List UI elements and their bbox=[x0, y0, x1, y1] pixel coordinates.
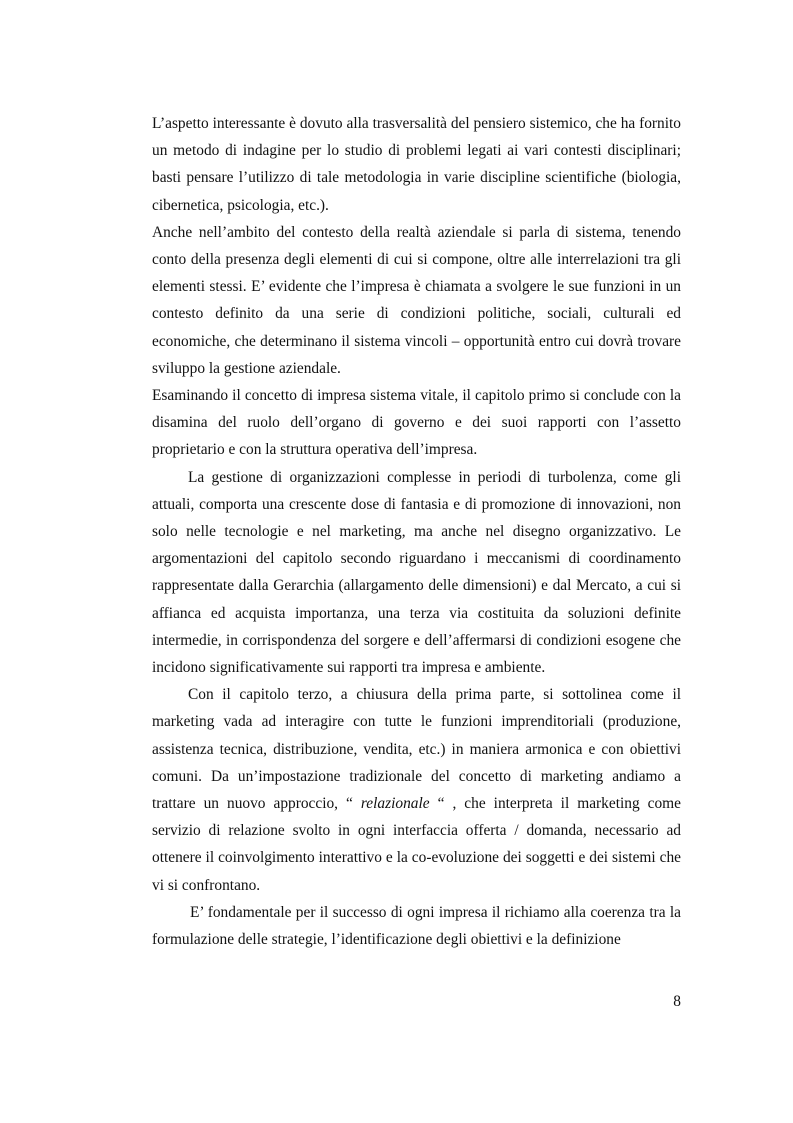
paragraph-impresa-sistema-vitale: Esaminando il concetto di impresa sistema vitale, il capitolo primo si conclude con la disamina del ruolo dell’organo di governo e dei suoi rapporti con l’assetto proprietario e con la struttura operativa dell’impresa. bbox=[152, 387, 681, 459]
paragraph-capitolo-terzo bbox=[152, 681, 681, 899]
paragraph-capitolo-terzo-after: “ , che interpreta il marketing come servizio di relazione svolto in ogni interfaccia offerta / domanda, necessario ad ottenere il coinvolgimento interattivo e la co-evoluzione dei soggetti e dei sistemi che vi si confrontano. bbox=[152, 795, 681, 894]
paragraph-realta-aziendale: Anche nell’ambito del contesto della realtà aziendale si parla di sistema, tenendo conto della presenza degli elementi di cui si compone, oltre alle interrelazioni tra gli elementi stessi. E’ evidente che l’impresa è chiamata a svolgere le sue funzioni in un contesto definito da una serie di condizioni politiche, sociali, culturali ed economiche, che determinano il sistema vincoli – opportunità entro cui dovrà trovare sviluppo la gestione aziendale. bbox=[152, 223, 681, 377]
page-number: 8 bbox=[673, 993, 681, 1010]
paragraph-coerenza: E’ fondamentale per il successo di ogni impresa il richiamo alla coerenza tra la formulazione delle strategie, l’identificazione degli obiettivi e la definizione bbox=[152, 903, 681, 949]
paragraph-trasversalita: L’aspetto interessante è dovuto alla trasversalità del pensiero sistemico, che ha fornito un metodo di indagine per lo studio di problemi legati ai vari contesti disciplinari; basti pensare l’utilizzo di tale metodologia in varie discipline scientifiche (biologia, cibernetica, psicologia, etc.). bbox=[152, 115, 681, 214]
paragraph-capitolo-secondo: La gestione di organizzazioni complesse in periodi di turbolenza, come gli attuali, comporta una crescente dose di fantasia e di promozione di innovazioni, non solo nelle tecnologie e nel marketing, ma anche nel disegno organizzativo. Le argomentazioni del capitolo secondo riguardano i meccanismi di coordinamento rappresentate dalla Gerarchia (allargamento delle dimensioni) e dal Mercato, a cui si affianca ed acquista importanza, una terza via costituita da soluzioni definite intermedie, in corrispondenza del sorgere e dell’affermarsi di condizioni esogene che incidono significativamente sui rapporti tra impresa e ambiente. bbox=[152, 468, 681, 677]
paragraph-capitolo-terzo-before: Con il capitolo terzo, a chiusura della prima parte, si sottolinea come il marketing vada ad interagire con tutte le funzioni imprenditoriali (produzione, assistenza tecnica, distribuzione, vendita, etc.) in maniera armonica e con obiettivi comuni. Da un’impostazione tradizionale del concetto di marketing andiamo a trattare un nuovo approccio, “ bbox=[152, 686, 681, 813]
italic-term-relazionale: relazionale bbox=[360, 795, 430, 813]
document-page bbox=[152, 110, 681, 953]
